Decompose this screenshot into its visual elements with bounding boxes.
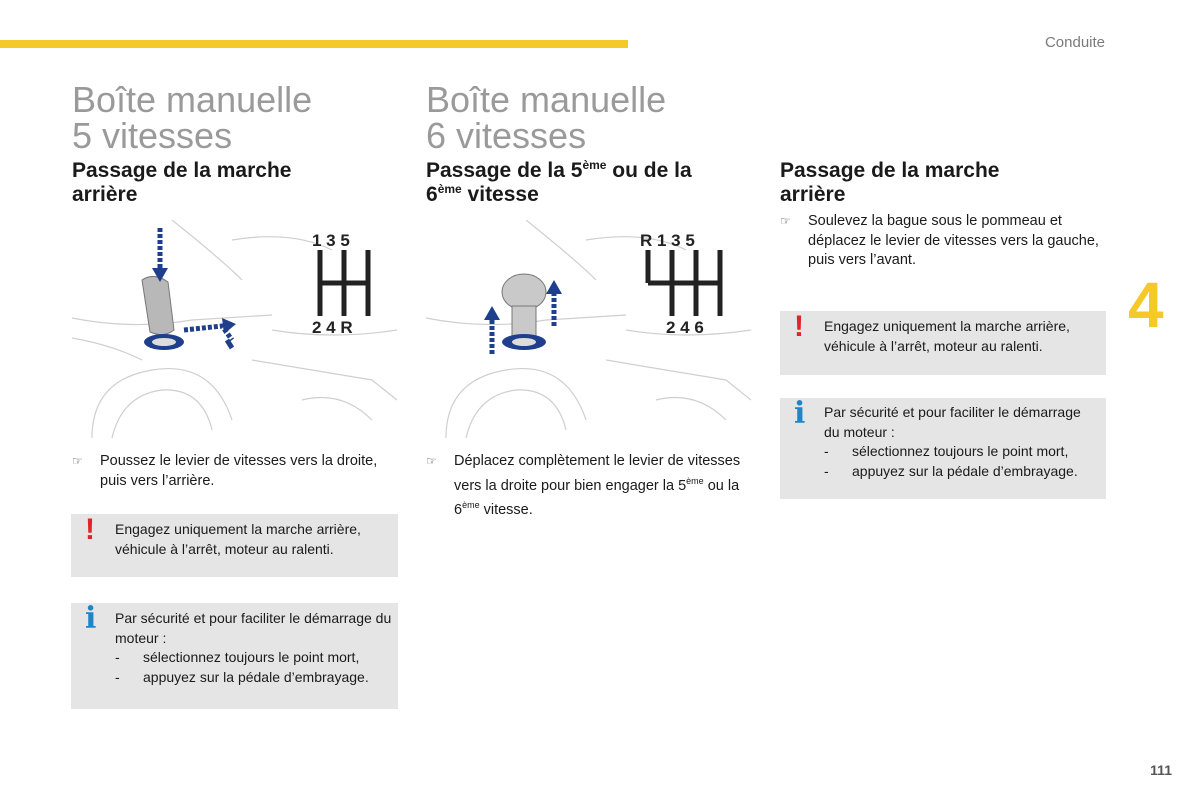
col2-title [426, 79, 667, 156]
col3-info-box [780, 398, 1106, 499]
chapter-number: 4 [1128, 269, 1164, 341]
col2-subtitle: Passage de la 5ème ou de la 6ème vitesse [426, 158, 692, 206]
col2-illustration [426, 220, 751, 438]
col1-subtitle: Passage de la marche arrière [72, 159, 292, 206]
col1-info-item: - sélectionnez toujours le point mort, [115, 649, 360, 665]
col2-gate-bottom: 2 4 6 [666, 318, 704, 337]
col1-title-line2: 5 vitesses [72, 115, 233, 156]
col3-subtitle: Passage de la marche arrière [780, 159, 1000, 206]
col1-gate-top: 1 3 5 [312, 231, 350, 250]
col2-title-line2: 6 vitesses [426, 115, 587, 156]
col2-instruction [426, 452, 752, 520]
warning-icon: ! [85, 513, 95, 546]
accent-bar [0, 40, 628, 48]
page-number: 111 [1150, 762, 1172, 778]
pointing-hand-icon: ☞ [780, 214, 791, 228]
col1-warning-box [71, 514, 398, 577]
info-icon: i [794, 396, 806, 431]
col3-info-item: - sélectionnez toujours le point mort, [824, 443, 1069, 459]
info-icon: i [85, 601, 97, 636]
warning-icon: ! [794, 310, 804, 343]
col3-info-intro: Par sécurité et pour faciliter le démarrage du moteur : [824, 404, 1081, 440]
col1-illustration [72, 220, 397, 438]
col3-instruction [780, 212, 1100, 271]
col1-title [72, 79, 313, 156]
col1-info-box [71, 603, 398, 709]
col3-instruction-text: Soulevez la bague sous le pommeau et déplacez le levier de vitesses vers la gauche, puis vers l’avant. [808, 213, 1099, 268]
col2-gate-top: R 1 3 5 [640, 231, 695, 250]
col1-info-item: - appuyez sur la pédale d’embrayage. [115, 668, 369, 685]
col1-gate-bottom: 2 4 R [312, 318, 353, 337]
col1-info-intro: Par sécurité et pour faciliter le démarrage du moteur : [115, 610, 392, 646]
col1-warning-text: Engagez uniquement la marche arrière, véhicule à l’arrêt, moteur au ralenti. [115, 521, 361, 557]
section-label: Conduite [1044, 34, 1105, 51]
col1-title-line1: Boîte manuelle [72, 79, 313, 120]
col3-warning-box [780, 311, 1106, 375]
col3-warning-text: Engagez uniquement la marche arrière, véhicule à l’arrêt, moteur au ralenti. [824, 318, 1070, 354]
col3-info-item: - appuyez sur la pédale d’embrayage. [824, 462, 1078, 479]
col1-instruction-text: Poussez le levier de vitesses vers la droite, puis vers l’arrière. [100, 453, 378, 489]
pointing-hand-icon: ☞ [426, 454, 437, 468]
gear-knob-shape [142, 276, 174, 334]
col2-instruction-text: Déplacez complètement le levier de vitesses vers la droite pour bien engager la 5ème ou la 6ème vitesse. [454, 453, 741, 518]
pointing-hand-icon: ☞ [72, 454, 83, 468]
col1-instruction [72, 452, 398, 491]
col2-title-line1: Boîte manuelle [426, 79, 667, 120]
